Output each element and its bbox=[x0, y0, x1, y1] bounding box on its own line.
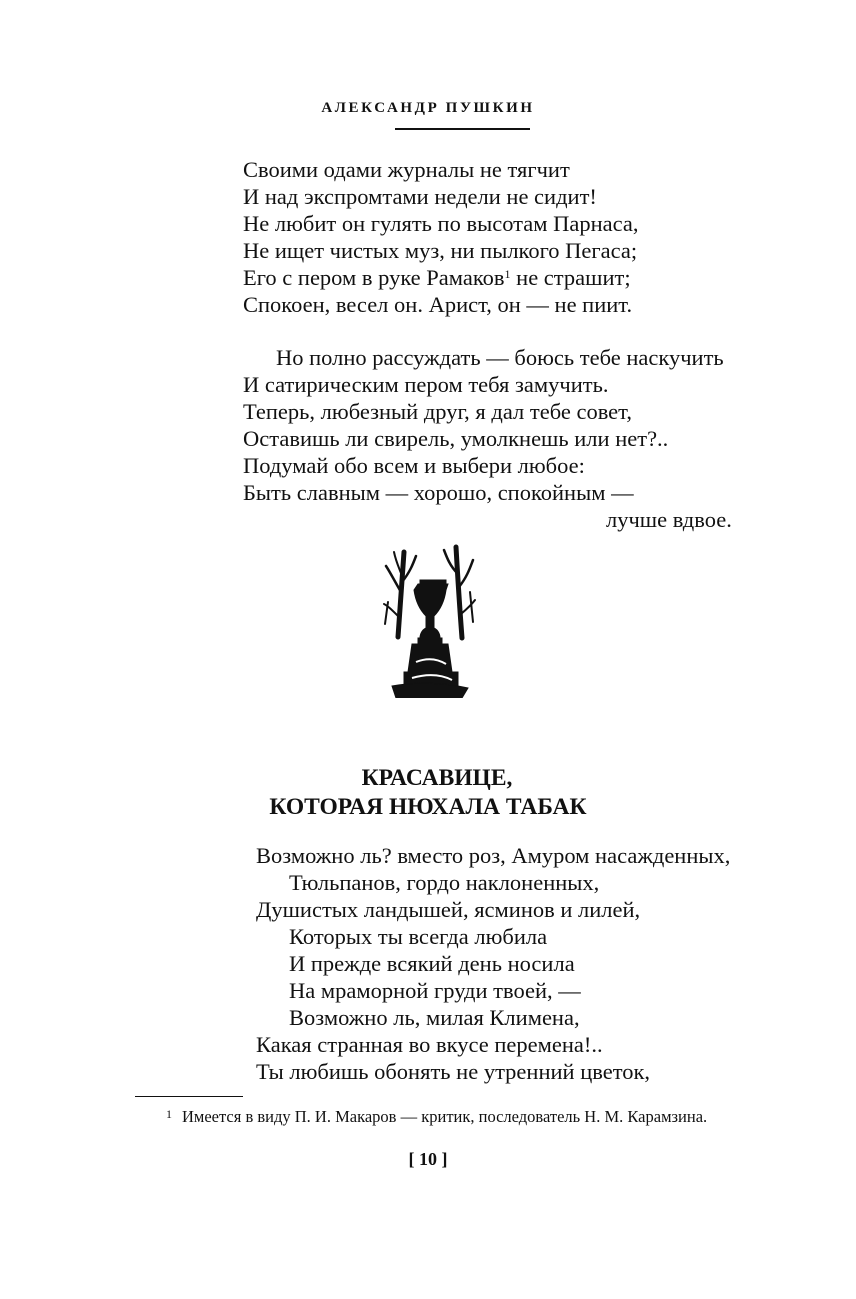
verse-line: Которых ты всегда любила bbox=[289, 924, 548, 949]
verse-line: Быть славным — хорошо, спокойным — bbox=[243, 480, 634, 505]
poem-title-line: КОТОРАЯ НЮХАЛА ТАБАК bbox=[269, 794, 587, 820]
verse-line: Не любит он гулять по высотам Парнаса, bbox=[243, 211, 639, 236]
verse-line: Оставишь ли свирель, умолкнешь или нет?.. bbox=[243, 426, 669, 451]
poem-title bbox=[0, 764, 856, 822]
urn-trees-vignette-icon bbox=[382, 542, 476, 698]
verse-text: не страшит; bbox=[510, 265, 631, 290]
footnote-mark: 1 bbox=[166, 1107, 172, 1121]
verse-line: И прежде всякий день носила bbox=[289, 951, 575, 976]
verse-line: Какая странная во вкусе перемена!.. bbox=[256, 1032, 603, 1057]
footnote bbox=[166, 1107, 707, 1127]
verse-line: Не ищет чистых муз, ни пылкого Пегаса; bbox=[243, 238, 638, 263]
verse-line: Душистых ландышей, ясминов и лилей, bbox=[256, 897, 641, 922]
verse-line: Теперь, любезный друг, я дал тебе совет, bbox=[243, 399, 632, 424]
verse-line: Но полно рассуждать — боюсь тебе наскучить bbox=[276, 345, 724, 370]
poem-body bbox=[256, 842, 730, 1085]
verse-line: Своими одами журналы не тягчит bbox=[243, 157, 570, 182]
stanza-1 bbox=[243, 156, 639, 318]
footnote-reference[interactable]: 1 bbox=[504, 267, 511, 281]
verse-line-with-note bbox=[243, 264, 639, 291]
verse-line: Ты любишь обонять не утренний цветок, bbox=[256, 1059, 651, 1084]
verse-text: Его с пером в руке Рамаков bbox=[243, 265, 505, 290]
verse-line: Возможно ль, милая Климена, bbox=[289, 1005, 580, 1030]
verse-line: И над экспромтами недели не сидит! bbox=[243, 184, 597, 209]
poem-title-line: КРАСАВИЦЕ, bbox=[361, 765, 513, 791]
page-number: [ 10 ] bbox=[408, 1149, 448, 1169]
running-head: АЛЕКСАНДР ПУШКИН bbox=[321, 100, 535, 116]
verse-line: Возможно ль? вместо роз, Амуром насажденных, bbox=[256, 843, 731, 868]
verse-line: Подумай обо всем и выбери любое: bbox=[243, 453, 585, 478]
verse-line: На мраморной груди твоей, — bbox=[289, 978, 581, 1003]
verse-line: Спокоен, весел он. Арист, он — не пиит. bbox=[243, 292, 633, 317]
stanza-2 bbox=[243, 344, 724, 506]
footnote-text: Имеется в виду П. И. Макаров — критик, последователь Н. М. Карамзина. bbox=[182, 1107, 708, 1126]
verse-line: И сатирическим пером тебя замучить. bbox=[243, 372, 609, 397]
running-head-rule bbox=[395, 128, 530, 130]
verse-line-runover: лучше вдвое. bbox=[606, 507, 732, 532]
footnote-rule bbox=[135, 1096, 243, 1097]
verse-line: Тюльпанов, гордо наклоненных, bbox=[289, 870, 600, 895]
